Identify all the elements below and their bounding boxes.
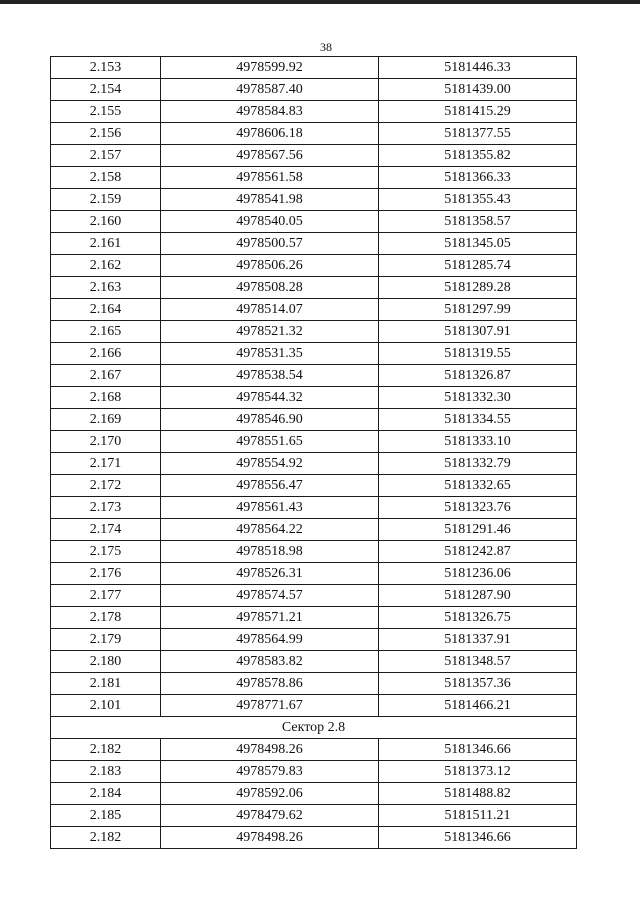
- table-row: [51, 189, 577, 211]
- x-coordinate-cell: 4978521.32: [161, 321, 379, 343]
- page-number: 38: [320, 40, 332, 54]
- table-row: [51, 585, 577, 607]
- x-coordinate-cell: 4978583.82: [161, 651, 379, 673]
- x-coordinate-cell: 4978578.86: [161, 673, 379, 695]
- x-coordinate-cell: 4978771.67: [161, 695, 379, 717]
- x-coordinate-cell: 4978479.62: [161, 805, 379, 827]
- table-row: [51, 805, 577, 827]
- y-coordinate-cell: 5181466.21: [379, 695, 577, 717]
- y-coordinate-cell: 5181355.43: [379, 189, 577, 211]
- point-number-cell: 2.181: [51, 673, 161, 695]
- y-coordinate-cell: 5181357.36: [379, 673, 577, 695]
- point-number-cell: 2.101: [51, 695, 161, 717]
- point-number-cell: 2.153: [51, 57, 161, 79]
- point-number-cell: 2.160: [51, 211, 161, 233]
- x-coordinate-cell: 4978546.90: [161, 409, 379, 431]
- point-number-cell: 2.180: [51, 651, 161, 673]
- x-coordinate-cell: 4978606.18: [161, 123, 379, 145]
- table-row: [51, 299, 577, 321]
- point-number-cell: 2.155: [51, 101, 161, 123]
- point-number-cell: 2.169: [51, 409, 161, 431]
- table-row: [51, 123, 577, 145]
- x-coordinate-cell: 4978579.83: [161, 761, 379, 783]
- y-coordinate-cell: 5181366.33: [379, 167, 577, 189]
- point-number-cell: 2.159: [51, 189, 161, 211]
- point-number-cell: 2.176: [51, 563, 161, 585]
- y-coordinate-cell: 5181332.30: [379, 387, 577, 409]
- x-coordinate-cell: 4978500.57: [161, 233, 379, 255]
- x-coordinate-cell: 4978506.26: [161, 255, 379, 277]
- x-coordinate-cell: 4978561.43: [161, 497, 379, 519]
- y-coordinate-cell: 5181415.29: [379, 101, 577, 123]
- table-row: [51, 563, 577, 585]
- y-coordinate-cell: 5181334.55: [379, 409, 577, 431]
- table-row: [51, 277, 577, 299]
- y-coordinate-cell: 5181337.91: [379, 629, 577, 651]
- y-coordinate-cell: 5181488.82: [379, 783, 577, 805]
- x-coordinate-cell: 4978541.98: [161, 189, 379, 211]
- y-coordinate-cell: 5181326.87: [379, 365, 577, 387]
- point-number-cell: 2.163: [51, 277, 161, 299]
- y-coordinate-cell: 5181346.66: [379, 739, 577, 761]
- x-coordinate-cell: 4978540.05: [161, 211, 379, 233]
- x-coordinate-cell: 4978571.21: [161, 607, 379, 629]
- table-row: [51, 695, 577, 717]
- y-coordinate-cell: 5181332.65: [379, 475, 577, 497]
- x-coordinate-cell: 4978526.31: [161, 563, 379, 585]
- table-row: [51, 233, 577, 255]
- y-coordinate-cell: 5181439.00: [379, 79, 577, 101]
- table-row: [51, 541, 577, 563]
- table-row: [51, 101, 577, 123]
- point-number-cell: 2.167: [51, 365, 161, 387]
- table-row: [51, 673, 577, 695]
- y-coordinate-cell: 5181297.99: [379, 299, 577, 321]
- table-row: [51, 453, 577, 475]
- y-coordinate-cell: 5181326.75: [379, 607, 577, 629]
- point-number-cell: 2.182: [51, 827, 161, 849]
- y-coordinate-cell: 5181373.12: [379, 761, 577, 783]
- table-row: [51, 475, 577, 497]
- point-number-cell: 2.182: [51, 739, 161, 761]
- x-coordinate-cell: 4978564.99: [161, 629, 379, 651]
- x-coordinate-cell: 4978518.98: [161, 541, 379, 563]
- x-coordinate-cell: 4978567.56: [161, 145, 379, 167]
- x-coordinate-cell: 4978599.92: [161, 57, 379, 79]
- x-coordinate-cell: 4978556.47: [161, 475, 379, 497]
- y-coordinate-cell: 5181242.87: [379, 541, 577, 563]
- point-number-cell: 2.166: [51, 343, 161, 365]
- point-number-cell: 2.184: [51, 783, 161, 805]
- x-coordinate-cell: 4978554.92: [161, 453, 379, 475]
- point-number-cell: 2.177: [51, 585, 161, 607]
- point-number-cell: 2.178: [51, 607, 161, 629]
- x-coordinate-cell: 4978538.54: [161, 365, 379, 387]
- y-coordinate-cell: 5181346.66: [379, 827, 577, 849]
- x-coordinate-cell: 4978561.58: [161, 167, 379, 189]
- x-coordinate-cell: 4978584.83: [161, 101, 379, 123]
- point-number-cell: 2.183: [51, 761, 161, 783]
- x-coordinate-cell: 4978498.26: [161, 827, 379, 849]
- table-row: [51, 145, 577, 167]
- point-number-cell: 2.175: [51, 541, 161, 563]
- y-coordinate-cell: 5181511.21: [379, 805, 577, 827]
- table-row: [51, 57, 577, 79]
- point-number-cell: 2.156: [51, 123, 161, 145]
- y-coordinate-cell: 5181285.74: [379, 255, 577, 277]
- y-coordinate-cell: 5181307.91: [379, 321, 577, 343]
- scan-top-edge: [0, 0, 640, 4]
- table-row: [51, 519, 577, 541]
- y-coordinate-cell: 5181355.82: [379, 145, 577, 167]
- point-number-cell: 2.185: [51, 805, 161, 827]
- point-number-cell: 2.162: [51, 255, 161, 277]
- point-number-cell: 2.165: [51, 321, 161, 343]
- table-row: [51, 497, 577, 519]
- table-row: [51, 739, 577, 761]
- point-number-cell: 2.168: [51, 387, 161, 409]
- x-coordinate-cell: 4978551.65: [161, 431, 379, 453]
- x-coordinate-cell: 4978574.57: [161, 585, 379, 607]
- table-row: [51, 211, 577, 233]
- table-row: [51, 343, 577, 365]
- table-row: [51, 607, 577, 629]
- table-row: [51, 409, 577, 431]
- table-row: [51, 827, 577, 849]
- point-number-cell: 2.170: [51, 431, 161, 453]
- x-coordinate-cell: 4978531.35: [161, 343, 379, 365]
- x-coordinate-cell: 4978498.26: [161, 739, 379, 761]
- y-coordinate-cell: 5181358.57: [379, 211, 577, 233]
- y-coordinate-cell: 5181345.05: [379, 233, 577, 255]
- x-coordinate-cell: 4978587.40: [161, 79, 379, 101]
- point-number-cell: 2.173: [51, 497, 161, 519]
- y-coordinate-cell: 5181348.57: [379, 651, 577, 673]
- y-coordinate-cell: 5181287.90: [379, 585, 577, 607]
- table-row: [51, 783, 577, 805]
- y-coordinate-cell: 5181323.76: [379, 497, 577, 519]
- point-number-cell: 2.161: [51, 233, 161, 255]
- point-number-cell: 2.157: [51, 145, 161, 167]
- point-number-cell: 2.174: [51, 519, 161, 541]
- coordinates-table: [50, 56, 577, 849]
- x-coordinate-cell: 4978508.28: [161, 277, 379, 299]
- point-number-cell: 2.172: [51, 475, 161, 497]
- x-coordinate-cell: 4978592.06: [161, 783, 379, 805]
- table-row: [51, 431, 577, 453]
- y-coordinate-cell: 5181289.28: [379, 277, 577, 299]
- sector-header-row: [51, 717, 577, 739]
- y-coordinate-cell: 5181291.46: [379, 519, 577, 541]
- y-coordinate-cell: 5181319.55: [379, 343, 577, 365]
- y-coordinate-cell: 5181377.55: [379, 123, 577, 145]
- table-row: [51, 167, 577, 189]
- table-row: [51, 629, 577, 651]
- y-coordinate-cell: 5181236.06: [379, 563, 577, 585]
- x-coordinate-cell: 4978514.07: [161, 299, 379, 321]
- y-coordinate-cell: 5181446.33: [379, 57, 577, 79]
- table-row: [51, 365, 577, 387]
- sector-title: Сектор 2.8: [51, 717, 577, 739]
- point-number-cell: 2.158: [51, 167, 161, 189]
- y-coordinate-cell: 5181333.10: [379, 431, 577, 453]
- point-number-cell: 2.179: [51, 629, 161, 651]
- coordinates-table-body: [51, 57, 577, 849]
- table-row: [51, 761, 577, 783]
- table-row: [51, 79, 577, 101]
- table-row: [51, 321, 577, 343]
- point-number-cell: 2.154: [51, 79, 161, 101]
- x-coordinate-cell: 4978564.22: [161, 519, 379, 541]
- table-row: [51, 255, 577, 277]
- point-number-cell: 2.171: [51, 453, 161, 475]
- x-coordinate-cell: 4978544.32: [161, 387, 379, 409]
- y-coordinate-cell: 5181332.79: [379, 453, 577, 475]
- point-number-cell: 2.164: [51, 299, 161, 321]
- table-row: [51, 387, 577, 409]
- table-row: [51, 651, 577, 673]
